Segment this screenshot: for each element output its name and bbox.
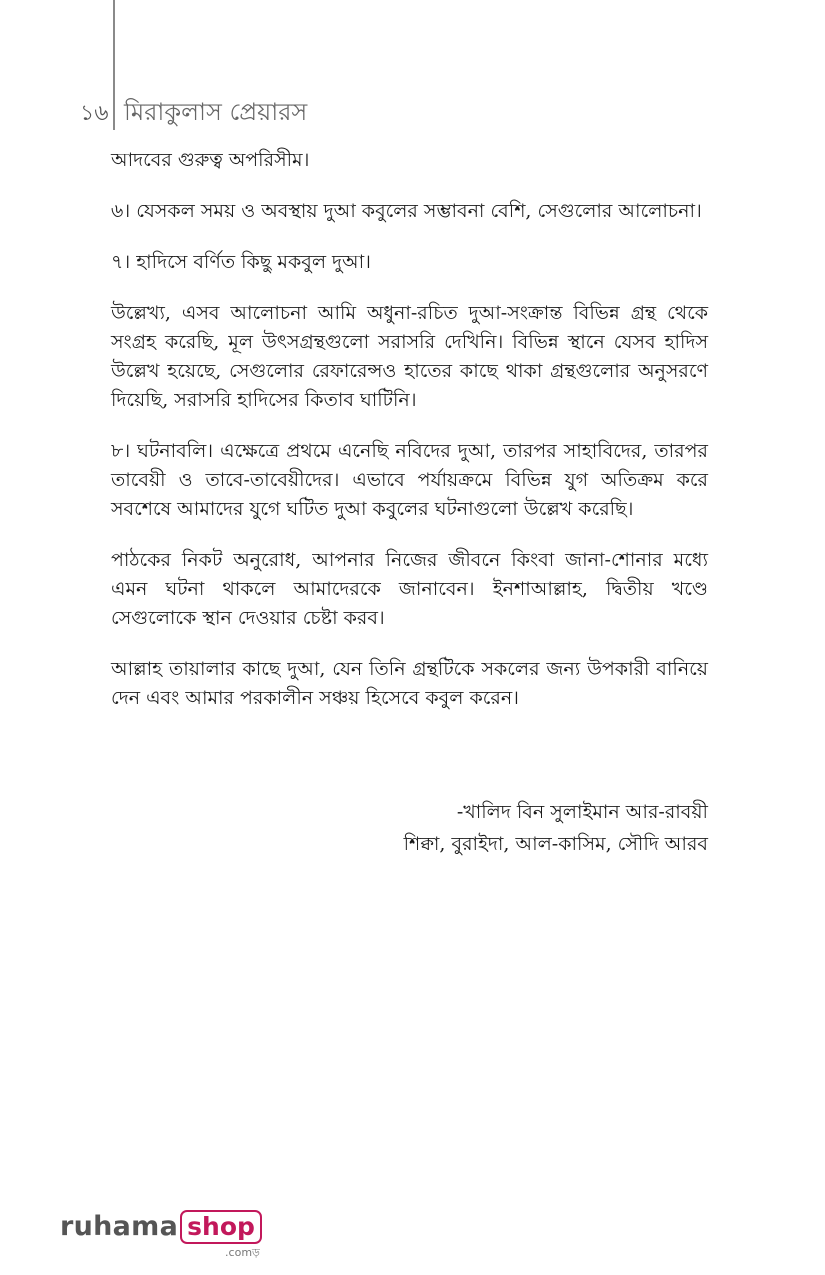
page-body: [111, 146, 708, 735]
running-title: মিরাকুলাস প্রেয়ারস: [124, 98, 308, 126]
publisher-logo: [60, 1210, 262, 1259]
paragraph: পাঠকের নিকট অনুরোধ, আপনার নিজের জীবনে কিংবা জানা-শোনার মধ্যে এমন ঘটনা থাকলে আমাদেরকে জানাবেন। ইনশাআল্লাহ, দ্বিতীয় খণ্ডে সেগুলোকে স্থান দেওয়ার চেষ্টা করব।: [111, 549, 708, 629]
logo-domain: .comড়: [225, 1246, 260, 1259]
paragraph: ৬। যেসকল সময় ও অবস্থায় দুআ কবুলের সম্ভাবনা বেশি, সেগুলোর আলোচনা।: [111, 200, 702, 222]
logo-shop-text: shop: [180, 1210, 262, 1244]
logo-shop-badge: [180, 1210, 262, 1259]
author-name: -খালিদ বিন সুলাইমান আর-রাবয়ী: [456, 801, 708, 823]
paragraph: উল্লেখ্য, এসব আলোচনা আমি অধুনা-রচিত দুআ-সংক্রান্ত বিভিন্ন গ্রন্থ থেকে সংগ্রহ করেছি, মূল উৎসগ্রন্থগুলো সরাসরি দেখিনি। বিভিন্ন স্থানে যেসব হাদিস উল্লেখ হয়েছে, সেগুলোর রেফারেন্সও হাতের কাছে থাকা গ্রন্থগুলোর অনুসরণে দিয়েছি, সরাসরি হাদিসের কিতাব ঘাটিনি।: [111, 302, 708, 411]
header-divider: [113, 0, 115, 130]
author-signature: [404, 796, 708, 860]
page-number: ১৬: [80, 101, 109, 126]
author-location: শিক্বা, বুরাইদা, আল-কাসিম, সৌদি আরব: [403, 833, 708, 855]
paragraph: ৭। হাদিসে বর্ণিত কিছু মকবুল দুআ।: [111, 251, 371, 273]
logo-word: ruhama: [60, 1211, 179, 1242]
paragraph: আদবের গুরুত্ব অপরিসীম।: [111, 149, 310, 171]
paragraph: ৮। ঘটনাবলি। এক্ষেত্রে প্রথমে এনেছি নবিদের দুআ, তারপর সাহাবিদের, তারপর তাবেয়ী ও তাবে-তাবেয়ীদের। এভাবে পর্যায়ক্রমে বিভিন্ন যুগ অতিক্রম করে সবশেষে আমাদের যুগে ঘটিত দুআ কবুলের ঘটনাগুলো উল্লেখ করেছি।: [111, 440, 708, 520]
paragraph: আল্লাহ তায়ালার কাছে দুআ, যেন তিনি গ্রন্থটিকে সকলের জন্য উপকারী বানিয়ে দেন এবং আমার পরকালীন সঞ্চয় হিসেবে কবুল করেন।: [111, 658, 708, 709]
